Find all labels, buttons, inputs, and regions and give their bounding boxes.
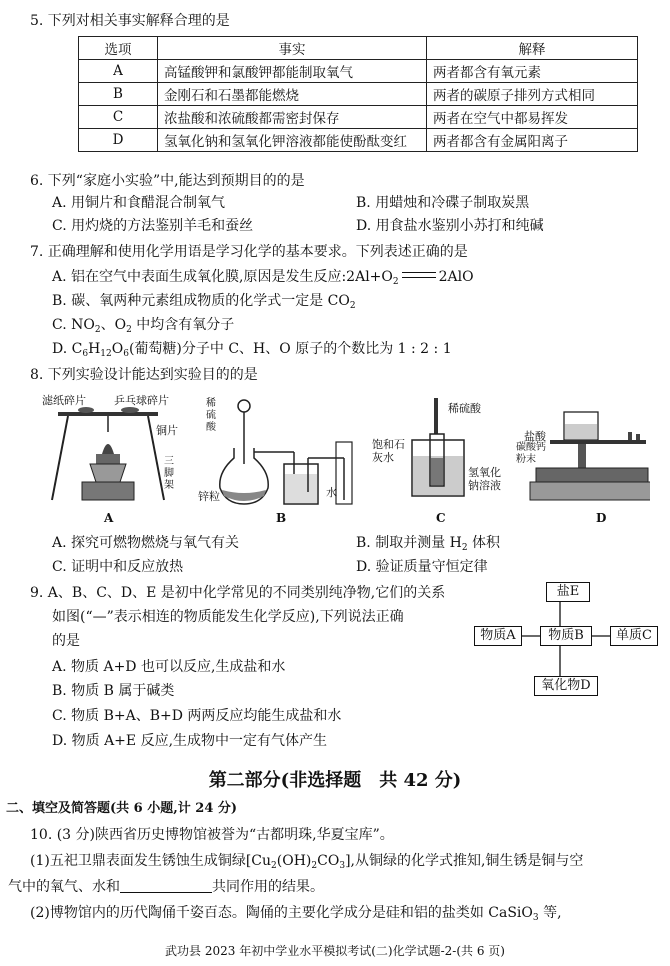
q10-part1 <box>30 852 583 870</box>
fig-a-label-filter-paper: 滤纸碎片 <box>42 394 86 407</box>
subscript: 6 <box>82 349 89 359</box>
subscript: 2 <box>461 543 468 553</box>
q7-option-a <box>52 268 474 286</box>
q7-option-c-text: 、O <box>100 317 127 333</box>
node-substance-b: 物质B <box>540 626 592 646</box>
q6-option-a: A. 用铜片和食醋混合制氧气 <box>52 195 226 211</box>
q6-stem: 6. 下列“家庭小实验”中,能达到预期目的的是 <box>30 173 305 189</box>
fig-c-caption: C <box>436 511 446 525</box>
fig-a-label-copper: 铜片 <box>156 424 178 437</box>
q7-option-b <box>52 292 356 310</box>
subscript: 2 <box>271 861 277 871</box>
node-element-c: 单质C <box>610 626 658 646</box>
fig-d-label-caco3: 碳酸钙粉末 <box>516 442 546 465</box>
fig-c-label-acid: 稀硫酸 <box>448 402 481 415</box>
page-footer: 武功县 2023 年初中学业水平模拟考试(二)化学试题-2-(共 6 页) <box>165 944 505 958</box>
q7-option-c-text: C. NO <box>52 317 95 333</box>
subscript: 6 <box>123 349 129 359</box>
q8-figure-b <box>198 392 368 527</box>
gas-collection-apparatus-icon <box>198 392 368 510</box>
q10-part1-text: 共同作用的结果。 <box>212 879 324 895</box>
table-cell: 金刚石和石墨都能燃烧 <box>158 83 427 106</box>
q7-option-d-text: D. C <box>52 341 83 357</box>
table-row <box>79 106 638 129</box>
fig-a-caption: A <box>104 511 114 525</box>
q9-option-b: B. 物质 B 属于碱类 <box>52 683 175 699</box>
subscript: 2 <box>94 325 101 335</box>
q7-option-d-text: O <box>111 341 124 357</box>
table-cell: D <box>79 129 158 152</box>
table-row <box>79 83 638 106</box>
subscript: 3 <box>532 913 539 923</box>
q8-figure-d <box>516 392 650 527</box>
q9-option-d: D. 物质 A+E 反应,生成物中一定有气体产生 <box>52 733 328 749</box>
table-header: 选项 <box>79 37 158 60</box>
q9-stem-line3: 的是 <box>52 633 80 649</box>
q10-part2-text: (2)博物馆内的历代陶俑千姿百态。陶俑的主要化学成分是硅和铝的盐类如 CaSiO <box>30 905 533 921</box>
subscript: 2 <box>311 861 318 871</box>
table-cell: B <box>79 83 158 106</box>
q8-figure-a <box>38 392 178 527</box>
q10-part2-text: 等, <box>538 905 562 921</box>
subscript: 12 <box>100 349 112 359</box>
table-header: 解释 <box>427 37 638 60</box>
q10-part1-cont <box>8 878 324 896</box>
q6-option-c: C. 用灼烧的方法鉴别羊毛和蚕丝 <box>52 218 254 234</box>
q10-part1-text: (1)五祀卫鼎表面发生锈蚀生成铜绿[Cu <box>30 853 272 869</box>
q8-option-a: A. 探究可燃物燃烧与氧气有关 <box>52 535 240 551</box>
q7-option-c <box>52 316 234 334</box>
q8-option-d: D. 验证质量守恒定律 <box>356 559 488 575</box>
table-row <box>79 129 638 152</box>
fig-a-label-pingpong: 乒乓球碎片 <box>114 394 169 407</box>
part2-title: 第二部分(非选择题 共 42 分) <box>208 770 462 791</box>
q8-figure-c <box>372 392 504 527</box>
q8-option-b-text: B. 制取并测量 H <box>356 535 462 551</box>
fig-d-label-acid: 盐酸 <box>524 430 546 443</box>
q8-option-b-text: 体积 <box>467 535 501 551</box>
q9-option-c: C. 物质 B+A、B+D 两两反应均能生成盐和水 <box>52 708 342 724</box>
subscript: 3 <box>339 861 346 871</box>
q7-option-c-text: 中均含有氧分子 <box>131 317 235 333</box>
q7-option-d-text: (葡萄糖)分子中 C、H、O 原子的个数比为 1 : 2 : 1 <box>128 341 452 357</box>
q8-option-b <box>356 534 500 552</box>
node-substance-a: 物质A <box>474 626 522 646</box>
q7-option-d <box>52 340 452 358</box>
table-header-row <box>79 37 638 60</box>
section-heading: 二、填空及简答题(共 6 小题,计 24 分) <box>6 801 238 816</box>
table-row <box>79 60 638 83</box>
table-cell: C <box>79 106 158 129</box>
q10-part2 <box>30 904 562 922</box>
q8-option-c: C. 证明中和反应放热 <box>52 559 184 575</box>
q9-option-a: A. 物质 A+D 也可以反应,生成盐和水 <box>52 659 286 675</box>
q10-part1-text: ],从铜绿的化学式推知,铜生锈是铜与空 <box>345 853 584 869</box>
table-cell: 浓盐酸和浓硫酸都需密封保存 <box>158 106 427 129</box>
subscript: 2 <box>349 301 356 311</box>
fig-b-label-water: 水 <box>326 486 337 499</box>
node-salt-e: 盐E <box>546 582 590 602</box>
q10-part1-text: CO <box>317 853 340 869</box>
fig-d-caption: D <box>596 511 607 525</box>
table-header: 事实 <box>158 37 427 60</box>
q7-option-a-product: 2AlO <box>438 269 474 285</box>
node-oxide-d: 氧化物D <box>534 676 598 696</box>
q10-part1-text: 气中的氧气、水和 <box>8 879 120 895</box>
table-cell: 两者都含有氧元素 <box>427 60 638 83</box>
fig-c-label-naoh: 氢氧化钠溶液 <box>468 466 501 492</box>
q7-option-b-text: B. 碳、氧两种元素组成物质的化学式一定是 CO <box>52 293 350 309</box>
answer-blank[interactable] <box>120 878 212 893</box>
fig-a-label-tripod: 三脚架 <box>164 456 174 491</box>
fig-b-caption: B <box>276 511 287 525</box>
fig-b-label-acid: 稀硫酸 <box>206 398 216 433</box>
q9-stem-line1: 9. A、B、C、D、E 是初中化学常见的不同类别纯净物,它们的关系 <box>30 585 446 601</box>
table-cell: 两者的碳原子排列方式相同 <box>427 83 638 106</box>
q5-table <box>78 36 638 152</box>
q9-stem-line2: 如图(“—”表示相连的物质能发生化学反应),下列说法正确 <box>52 609 404 625</box>
table-cell: 高锰酸钾和氯酸钾都能制取氧气 <box>158 60 427 83</box>
q7-stem: 7. 正确理解和使用化学用语是学习化学的基本要求。下列表述正确的是 <box>30 244 468 260</box>
burning-experiment-icon <box>38 392 178 510</box>
subscript: 2 <box>126 325 132 335</box>
table-cell: 氢氧化钠和氢氧化钾溶液都能使酚酞变红 <box>158 129 427 152</box>
q7-option-a-text: A. 铝在空气中表面生成氧化膜,原因是发生反应:2Al+O <box>52 269 393 285</box>
subscript: 2 <box>392 277 399 287</box>
q10-stem: 10. (3 分)陕西省历史博物馆被誉为“古都明珠,华夏宝库”。 <box>30 827 394 843</box>
equals-sign-icon <box>402 272 436 278</box>
table-cell: 两者都含有金属阳离子 <box>427 129 638 152</box>
q6-option-b: B. 用蜡烛和冷碟子制取炭黑 <box>356 195 530 211</box>
table-cell: A <box>79 60 158 83</box>
q7-option-d-text: H <box>88 341 101 357</box>
q8-stem: 8. 下列实验设计能达到实验目的的是 <box>30 367 258 383</box>
q6-option-d: D. 用食盐水鉴别小苏打和纯碱 <box>356 218 544 234</box>
fig-b-label-zinc: 锌粒 <box>198 490 220 503</box>
q10-part1-text: (OH) <box>276 853 312 869</box>
q5-stem: 5. 下列对相关事实解释合理的是 <box>30 13 230 29</box>
fig-c-label-limewater: 饱和石灰水 <box>372 438 405 464</box>
table-cell: 两者在空气中都易挥发 <box>427 106 638 129</box>
